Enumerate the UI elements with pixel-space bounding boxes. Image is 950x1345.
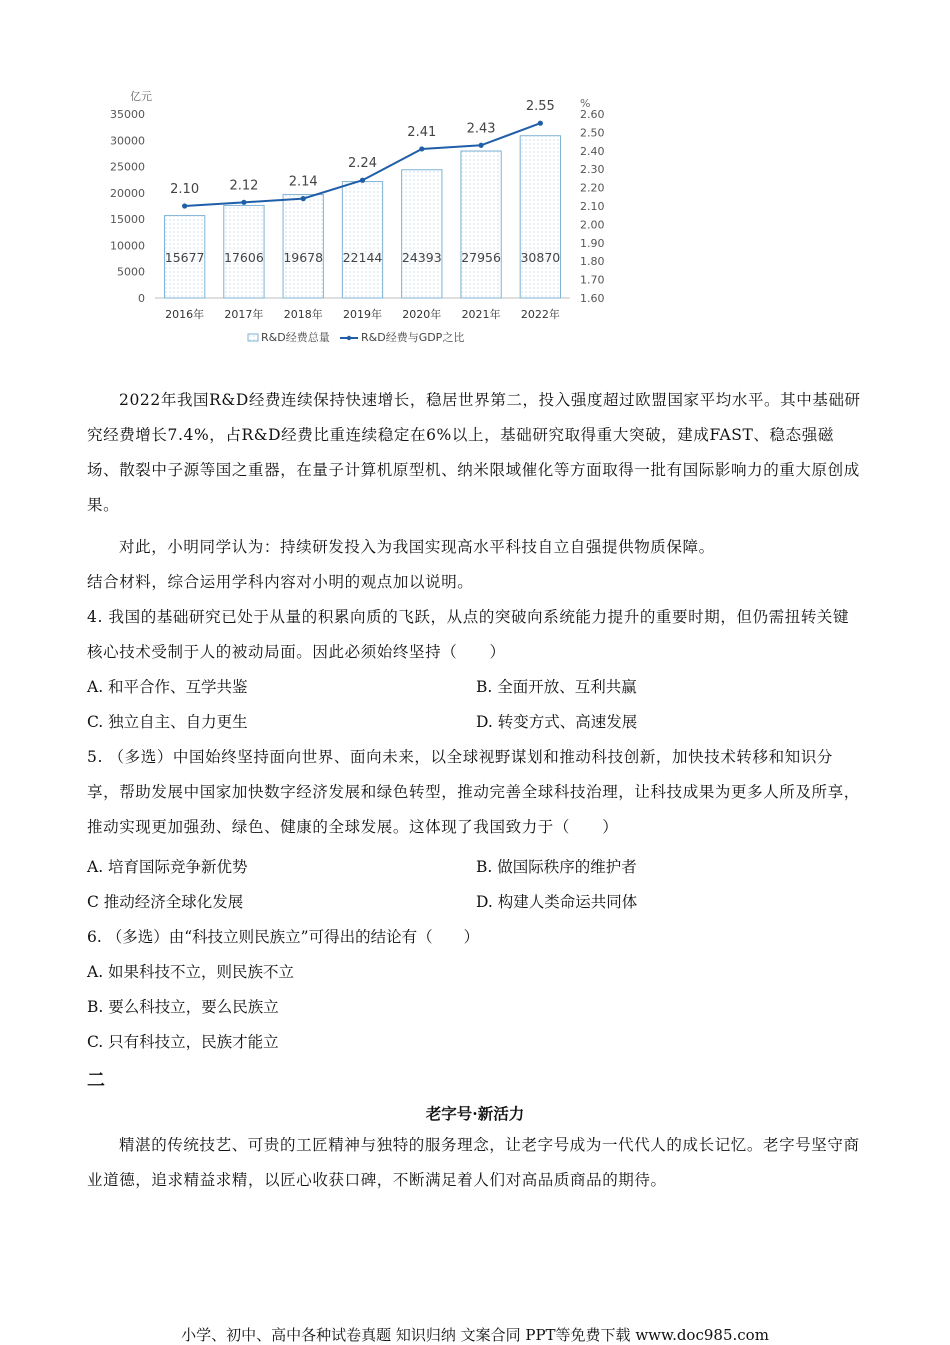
y-left-tick-label: 30000 (110, 134, 145, 148)
y-right-tick-label: 2.50 (580, 126, 605, 140)
y-right-tick-label: 2.10 (580, 200, 605, 213)
q5-option-b: B. 做国际秩序的维护者 (476, 858, 637, 876)
line-point (538, 121, 543, 126)
y-left-tick-label: 5000 (117, 265, 145, 279)
y-left-unit-label: 亿元 (130, 90, 152, 103)
bar-value-label: 22144 (342, 250, 383, 265)
section-number: 二 (87, 1070, 105, 1091)
bar-value-label: 24393 (401, 250, 442, 265)
line-value-label: 2.12 (229, 178, 259, 194)
y-right-tick-label: 1.90 (580, 236, 605, 250)
q4-option-c: C. 独立自主、自力更生 (87, 713, 248, 731)
y-right-tick-label: 2.20 (580, 181, 605, 195)
q6-option-c: C. 只有科技立，民族才能立 (87, 1033, 279, 1051)
y-right-tick-label: 1.80 (580, 255, 605, 269)
x-tick-label: 2017年 (224, 308, 264, 321)
line-point (419, 146, 424, 151)
q4-option-d: D. 转变方式、高速发展 (476, 713, 638, 731)
line-value-label: 2.24 (348, 156, 377, 172)
bar-value-label: 19678 (283, 250, 324, 265)
line-point (241, 200, 246, 205)
bar-value-label: 17606 (224, 250, 264, 265)
q5-option-d: D. 构建人类命运共同体 (476, 893, 638, 911)
q4-stem: 4. 我国的基础研究已处于从量的积累向质的飞跃，从点的突破向系统能力提升的重要时期，但仍需扭转关键核心技术受制于人的被动局面。因此必须始终坚持（ ） (87, 608, 850, 661)
x-tick-label: 2022年 (520, 308, 560, 321)
q4-option-b: B. 全面开放、互利共赢 (476, 678, 637, 696)
material-paragraph-1: 2022年我国R&D经费连续保持快速增长，稳居世界第二，投入强度超过欧盟国家平均水平。其中基础研究经费增长7.4%，占R&D经费比重连续稳定在6%以上，基础研究取得重大突破，建成FAST、稳态强磁场、散裂中子源等国之重器，在量子计算机原型机、纳米限域催化等方面取得一批有国际影响力的重大原创成果。 (87, 391, 861, 514)
q6-option-a: A. 如果科技不立，则民族不立 (87, 963, 295, 981)
line-point (360, 178, 365, 183)
material-question: 结合材料，综合运用学科内容对小明的观点加以说明。 (87, 573, 474, 591)
y-right-tick-label: 2.30 (580, 163, 605, 177)
legend-line-marker (347, 336, 351, 340)
line-value-label: 2.41 (407, 124, 437, 140)
x-tick-label: 2016年 (165, 308, 205, 321)
y-left-tick-label: 35000 (110, 108, 145, 121)
bar (402, 170, 442, 298)
q6-option-b: B. 要么科技立，要么民族立 (87, 998, 279, 1016)
legend-line-label: R&D经费与GDP之比 (361, 331, 465, 344)
y-left-tick-label: 20000 (110, 186, 145, 200)
bar (342, 182, 382, 298)
line-value-label: 2.43 (466, 121, 496, 137)
y-right-tick-label: 2.40 (580, 144, 605, 158)
line-value-label: 2.55 (525, 99, 555, 115)
q5-option-c: C 推动经济全球化发展 (87, 893, 244, 911)
q5-option-a: A. 培育国际竞争新优势 (87, 858, 248, 876)
x-tick-label: 2020年 (402, 308, 442, 321)
material-paragraph-2: 对此，小明同学认为：持续研发投入为我国实现高水平科技自立自强提供物质保障。 (119, 538, 715, 556)
y-right-tick-label: 1.60 (580, 292, 605, 305)
q4-option-a: A. 和平合作、互学共鉴 (87, 678, 248, 696)
x-tick-label: 2021年 (461, 308, 501, 321)
bar-value-label: 27956 (461, 250, 501, 265)
bar (283, 195, 323, 298)
line-point (478, 143, 483, 148)
legend-bar-label: R&D经费总量 (261, 331, 330, 344)
y-right-unit-label: % (580, 97, 591, 110)
x-tick-label: 2019年 (343, 308, 382, 321)
rd-expenditure-chart (100, 90, 620, 360)
y-right-tick-label: 1.70 (580, 273, 605, 287)
section-title: 老字号·新活力 (425, 1104, 525, 1123)
bar-value-label: 15677 (164, 250, 205, 265)
y-left-tick-label: 25000 (110, 160, 145, 174)
y-right-tick-label: 2.60 (580, 108, 605, 121)
chart-svg (100, 90, 620, 360)
bar-value-label: 30870 (520, 250, 561, 265)
line-value-label: 2.10 (170, 182, 200, 197)
y-right-tick-label: 2.00 (580, 218, 605, 232)
bar (461, 151, 501, 298)
line-point (182, 203, 187, 208)
y-left-tick-label: 10000 (110, 239, 145, 253)
line-point (301, 196, 306, 201)
section2-paragraph: 精湛的传统技艺、可贵的工匠精神与独特的服务理念，让老字号成为一代代人的成长记忆。老字号坚守商业道德，追求精益求精，以匠心收获口碑，不断满足着人们对高品质商品的期待。 (87, 1136, 860, 1189)
line-value-label: 2.14 (288, 174, 318, 190)
y-left-tick-label: 0 (138, 292, 145, 305)
q5-stem: 5. （多选）中国始终坚持面向世界、面向未来，以全球视野谋划和推动科技创新，加快技术转移和知识分享，帮助发展中国家加快数字经济发展和绿色转型，推动完善全球科技治理，让科技成果为更多人所及所享，推动实现更加强劲、绿色、健康的全球发展。这体现了我国致力于（ ） (87, 748, 860, 836)
bar (520, 136, 560, 298)
x-tick-label: 2018年 (283, 308, 323, 321)
y-left-tick-label: 15000 (110, 213, 145, 227)
q6-stem: 6. （多选）由“科技立则民族立”可得出的结论有（ ） (87, 928, 480, 946)
legend-bar-swatch (248, 334, 258, 341)
page-footer: 小学、初中、高中各种试卷真题 知识归纳 文案合同 PPT等免费下载 www.doc985.com (181, 1326, 769, 1344)
